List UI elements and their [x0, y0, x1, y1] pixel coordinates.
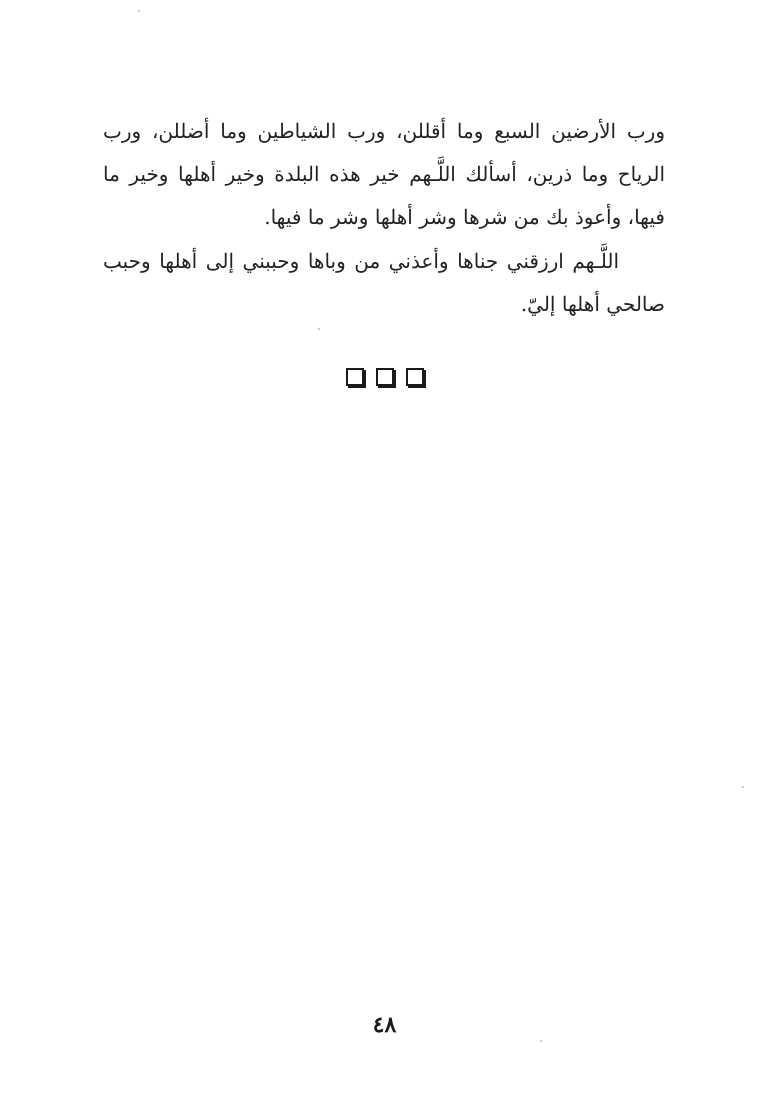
paragraph-1: ورب الأرضين السبع وما أقللن، ورب الشياطين وما أضللن، ورب الرياح وما ذرين، أسألك اللَّـهم خير هذه البلدة وخير أهلها وخير ما فيها، وأعوذ بك من شرها وشر أهلها وشر ما فيها. [103, 119, 665, 229]
scan-speck [540, 1040, 542, 1042]
paragraph-2: اللَّـهم ارزقني جناها وأعذني من وباها وحببني إلى أهلها وحبب صالحي أهلها إليّ. [103, 249, 665, 316]
scan-speck [318, 328, 320, 330]
square-box-icon [406, 368, 424, 386]
scan-speck [138, 10, 140, 12]
square-box-icon [346, 368, 364, 386]
section-divider [0, 368, 769, 386]
square-box-icon [376, 368, 394, 386]
scan-speck [742, 786, 744, 788]
page-number: ٤٨ [372, 1012, 397, 1038]
